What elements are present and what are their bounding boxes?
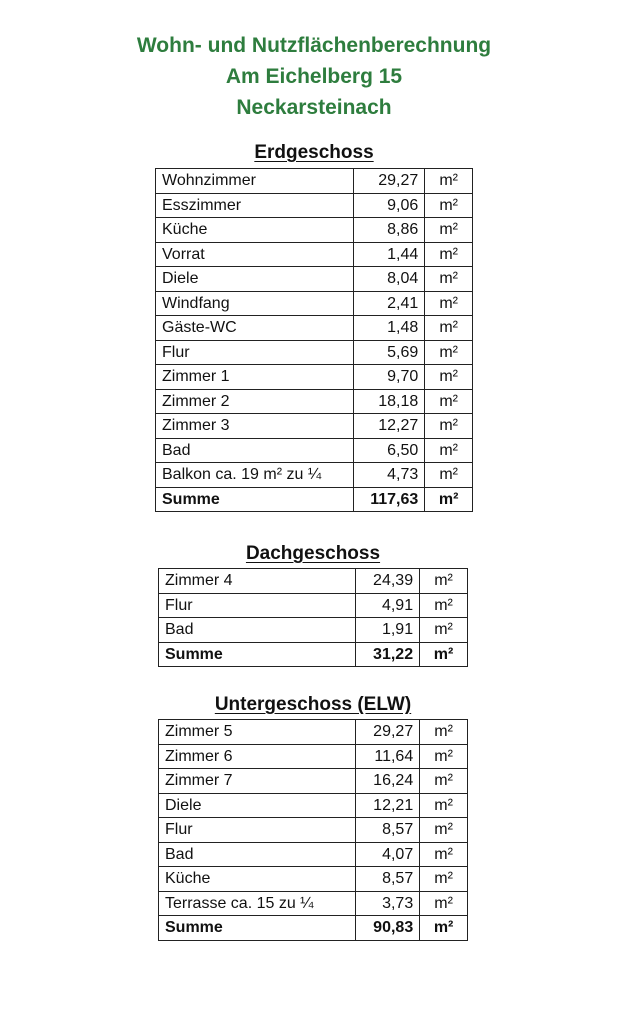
area-unit: m²	[425, 365, 473, 390]
area-unit: m²	[425, 389, 473, 414]
untergeschoss-heading: Untergeschoss (ELW)	[214, 694, 412, 715]
title-line-3: Neckarsteinach	[236, 96, 392, 119]
table-row	[159, 891, 468, 916]
sum-value: 117,63	[353, 487, 425, 512]
table-row	[156, 389, 473, 414]
table-row	[159, 818, 468, 843]
room-area: 16,24	[356, 769, 420, 794]
table-row	[156, 365, 473, 390]
room-name: Diele	[156, 267, 354, 292]
room-name: Zimmer 1	[156, 365, 354, 390]
document-title	[0, 30, 618, 123]
table-row	[159, 569, 468, 594]
table-row	[159, 618, 468, 643]
area-unit: m²	[420, 818, 468, 843]
area-unit: m²	[420, 916, 468, 941]
room-name: Zimmer 4	[159, 569, 356, 594]
area-unit: m²	[420, 867, 468, 892]
room-name: Flur	[159, 593, 356, 618]
room-name: Küche	[156, 218, 354, 243]
sum-label: Summe	[156, 487, 354, 512]
area-unit: m²	[420, 720, 468, 745]
area-unit: m²	[425, 414, 473, 439]
area-unit: m²	[420, 593, 468, 618]
table-row	[159, 744, 468, 769]
room-area: 8,86	[353, 218, 425, 243]
untergeschoss-table	[158, 719, 468, 941]
table-row	[156, 218, 473, 243]
area-unit: m²	[420, 769, 468, 794]
dachgeschoss-heading: Dachgeschoss	[245, 543, 381, 564]
room-name: Küche	[159, 867, 356, 892]
room-area: 8,04	[353, 267, 425, 292]
title-line-2: Am Eichelberg 15	[225, 65, 403, 88]
table-row	[156, 463, 473, 488]
room-area: 11,64	[356, 744, 420, 769]
area-unit: m²	[425, 193, 473, 218]
room-name: Zimmer 3	[156, 414, 354, 439]
area-unit: m²	[425, 267, 473, 292]
table-row	[156, 193, 473, 218]
table-row	[156, 169, 473, 194]
sum-row	[159, 916, 468, 941]
room-name: Wohnzimmer	[156, 169, 354, 194]
room-name: Zimmer 6	[159, 744, 356, 769]
room-area: 8,57	[356, 867, 420, 892]
table-row	[159, 793, 468, 818]
room-name: Flur	[159, 818, 356, 843]
room-area: 29,27	[353, 169, 425, 194]
room-area: 6,50	[353, 438, 425, 463]
room-name: Balkon ca. 19 m² zu ¼	[156, 463, 354, 488]
table-row	[156, 291, 473, 316]
room-name: Bad	[156, 438, 354, 463]
room-name: Vorrat	[156, 242, 354, 267]
room-name: Zimmer 7	[159, 769, 356, 794]
room-name: Windfang	[156, 291, 354, 316]
room-name: Terrasse ca. 15 zu ¼	[159, 891, 356, 916]
table-row	[159, 842, 468, 867]
area-unit: m²	[425, 242, 473, 267]
room-area: 8,57	[356, 818, 420, 843]
area-unit: m²	[420, 793, 468, 818]
area-unit: m²	[420, 569, 468, 594]
area-unit: m²	[420, 891, 468, 916]
area-unit: m²	[420, 642, 468, 667]
area-unit: m²	[425, 463, 473, 488]
room-area: 2,41	[353, 291, 425, 316]
room-name: Zimmer 5	[159, 720, 356, 745]
table-row	[159, 593, 468, 618]
room-area: 29,27	[356, 720, 420, 745]
area-unit: m²	[420, 842, 468, 867]
area-unit: m²	[420, 744, 468, 769]
table-row	[156, 414, 473, 439]
area-unit: m²	[425, 169, 473, 194]
table-row	[156, 438, 473, 463]
room-name: Bad	[159, 842, 356, 867]
sum-label: Summe	[159, 916, 356, 941]
area-unit: m²	[420, 618, 468, 643]
sum-row	[156, 487, 473, 512]
room-area: 12,21	[356, 793, 420, 818]
sum-value: 31,22	[356, 642, 420, 667]
room-name: Bad	[159, 618, 356, 643]
dachgeschoss-table	[158, 568, 468, 667]
room-area: 24,39	[356, 569, 420, 594]
room-name: Flur	[156, 340, 354, 365]
room-name: Zimmer 2	[156, 389, 354, 414]
area-unit: m²	[425, 218, 473, 243]
room-area: 12,27	[353, 414, 425, 439]
table-row	[159, 867, 468, 892]
room-name: Gäste-WC	[156, 316, 354, 341]
table-row	[156, 340, 473, 365]
area-unit: m²	[425, 487, 473, 512]
area-unit: m²	[425, 291, 473, 316]
room-area: 1,44	[353, 242, 425, 267]
erdgeschoss-heading: Erdgeschoss	[254, 142, 374, 163]
table-row	[156, 316, 473, 341]
room-area: 3,73	[356, 891, 420, 916]
erdgeschoss-table	[155, 168, 473, 512]
room-area: 4,73	[353, 463, 425, 488]
area-unit: m²	[425, 438, 473, 463]
table-row	[159, 769, 468, 794]
room-area: 1,91	[356, 618, 420, 643]
room-area: 5,69	[353, 340, 425, 365]
table-row	[156, 267, 473, 292]
table-row	[156, 242, 473, 267]
room-area: 18,18	[353, 389, 425, 414]
room-area: 4,91	[356, 593, 420, 618]
area-unit: m²	[425, 316, 473, 341]
room-name: Diele	[159, 793, 356, 818]
sum-label: Summe	[159, 642, 356, 667]
sum-value: 90,83	[356, 916, 420, 941]
room-name: Esszimmer	[156, 193, 354, 218]
sum-row	[159, 642, 468, 667]
room-area: 9,06	[353, 193, 425, 218]
title-line-1: Wohn- und Nutzflächenberechnung	[136, 34, 492, 57]
table-row	[159, 720, 468, 745]
area-unit: m²	[425, 340, 473, 365]
room-area: 9,70	[353, 365, 425, 390]
room-area: 1,48	[353, 316, 425, 341]
room-area: 4,07	[356, 842, 420, 867]
